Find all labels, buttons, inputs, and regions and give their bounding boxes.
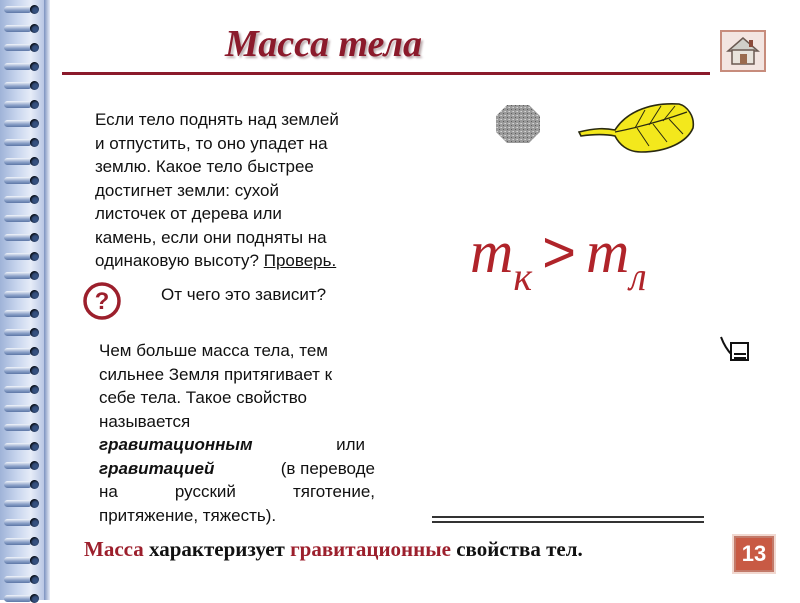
- answer-line: [99, 433, 375, 457]
- binding-ring: [4, 25, 32, 32]
- summary-mid: характеризует: [148, 537, 285, 561]
- binding-hole: [30, 423, 39, 432]
- question-line-last: [95, 249, 385, 273]
- binding-hole: [30, 499, 39, 508]
- pencil-icon[interactable]: [718, 333, 752, 363]
- mass-formula: [470, 218, 647, 299]
- formula-right-sub: л: [629, 254, 647, 299]
- binding-ring: [4, 538, 32, 545]
- binding-hole: [30, 5, 39, 14]
- question-line: и отпустить, то оно упадет на: [95, 133, 328, 153]
- binding-hole: [30, 62, 39, 71]
- binding-ring: [4, 272, 32, 279]
- page-title: Масса тела: [225, 23, 422, 65]
- binding-ring: [4, 63, 32, 70]
- formula-left: m: [470, 219, 514, 285]
- binding-hole: [30, 290, 39, 299]
- answer-text: [99, 339, 375, 527]
- answer-line-top: [432, 516, 704, 518]
- binding-hole: [30, 271, 39, 280]
- binding-hole: [30, 195, 39, 204]
- binding-hole: [30, 214, 39, 223]
- binding-ring: [4, 291, 32, 298]
- binding-hole: [30, 176, 39, 185]
- term-gravitation: гравитацией: [99, 458, 215, 478]
- check-link[interactable]: Проверь.: [263, 251, 337, 270]
- answer-line: [99, 457, 375, 481]
- binding-hole: [30, 81, 39, 90]
- leaf-icon: [575, 98, 699, 156]
- question-text: [95, 108, 385, 273]
- summary-gravitational: гравитационные: [290, 537, 451, 561]
- answer-word: тяготение,: [292, 482, 375, 501]
- question-line: достигнет земли: сухой: [95, 180, 280, 200]
- binding-ring: [4, 481, 32, 488]
- binding-hole: [30, 309, 39, 318]
- binding-ring: [4, 6, 32, 13]
- answer-line-bottom: [432, 521, 704, 523]
- binding-ring: [4, 196, 32, 203]
- binding-ring: [4, 120, 32, 127]
- binding-ring: [4, 177, 32, 184]
- summary-tail: свойства тел.: [456, 537, 583, 561]
- binding-ring: [4, 329, 32, 336]
- answer-or: или: [336, 435, 365, 454]
- binding-edge: [44, 0, 50, 600]
- binding-hole: [30, 328, 39, 337]
- stone-icon: [493, 103, 543, 145]
- binding-hole: [30, 594, 39, 603]
- title-divider: [62, 72, 710, 75]
- binding-ring: [4, 443, 32, 450]
- binding-ring: [4, 234, 32, 241]
- binding-ring: [4, 462, 32, 469]
- binding-hole: [30, 385, 39, 394]
- home-icon: [726, 36, 760, 66]
- binding-ring: [4, 215, 32, 222]
- binding-ring: [4, 405, 32, 412]
- binding-ring: [4, 386, 32, 393]
- binding-hole: [30, 100, 39, 109]
- depends-question: От чего это зависит?: [161, 285, 327, 304]
- question-last-text: одинаковую высоту?: [95, 251, 260, 270]
- binding-hole: [30, 537, 39, 546]
- binding-ring: [4, 44, 32, 51]
- binding-ring: [4, 367, 32, 374]
- question-line: Если тело поднять над землей: [95, 110, 339, 129]
- page-number-badge[interactable]: 13: [734, 536, 774, 572]
- answer-tail: (в переводе: [280, 458, 375, 478]
- answer-line: [99, 480, 375, 504]
- binding-hole: [30, 43, 39, 52]
- binding-ring: [4, 139, 32, 146]
- summary-statement: [84, 537, 583, 562]
- binding-ring: [4, 253, 32, 260]
- binding-hole: [30, 556, 39, 565]
- binding-ring: [4, 519, 32, 526]
- formula-right: m: [585, 219, 630, 285]
- question-line: землю. Какое тело быстрее: [95, 157, 314, 176]
- binding-ring: [4, 500, 32, 507]
- answer-line: сильнее Земля притягивает к: [99, 364, 333, 384]
- home-button[interactable]: [720, 30, 766, 72]
- term-gravitational: гравитационным: [99, 435, 253, 454]
- binding-hole: [30, 138, 39, 147]
- binding-hole: [30, 347, 39, 356]
- formula-left-sub: к: [513, 254, 533, 299]
- binding-hole: [30, 119, 39, 128]
- binding-hole: [30, 480, 39, 489]
- question-line: камень, если они подняты на: [95, 227, 327, 247]
- binding-ring: [4, 424, 32, 431]
- binding-ring: [4, 101, 32, 108]
- binding-ring: [4, 158, 32, 165]
- answer-line: себе тела. Такое свойство: [99, 388, 308, 407]
- binding-ring: [4, 348, 32, 355]
- binding-ring: [4, 595, 32, 602]
- question-line: листочек от дерева или: [95, 204, 282, 223]
- binding-hole: [30, 461, 39, 470]
- binding-hole: [30, 366, 39, 375]
- answer-line: называется: [99, 411, 191, 431]
- binding-hole: [30, 24, 39, 33]
- binding-hole: [30, 518, 39, 527]
- summary-mass: Масса: [84, 537, 144, 561]
- answer-word: русский: [174, 482, 236, 501]
- svg-text:?: ?: [94, 288, 110, 315]
- binding-hole: [30, 157, 39, 166]
- formula-operator: >: [542, 220, 576, 285]
- binding-ring: [4, 310, 32, 317]
- binding-hole: [30, 575, 39, 584]
- binding-hole: [30, 252, 39, 261]
- binding-hole: [30, 233, 39, 242]
- binding-hole: [30, 442, 39, 451]
- answer-line: притяжение, тяжесть).: [99, 505, 277, 525]
- answer-line: Чем больше масса тела, тем: [99, 341, 328, 360]
- binding-ring: [4, 576, 32, 583]
- binding-ring: [4, 557, 32, 564]
- binding-hole: [30, 404, 39, 413]
- binding-ring: [4, 82, 32, 89]
- answer-word: на: [99, 482, 118, 501]
- spiral-binding: [0, 0, 44, 600]
- question-icon[interactable]: [82, 281, 122, 321]
